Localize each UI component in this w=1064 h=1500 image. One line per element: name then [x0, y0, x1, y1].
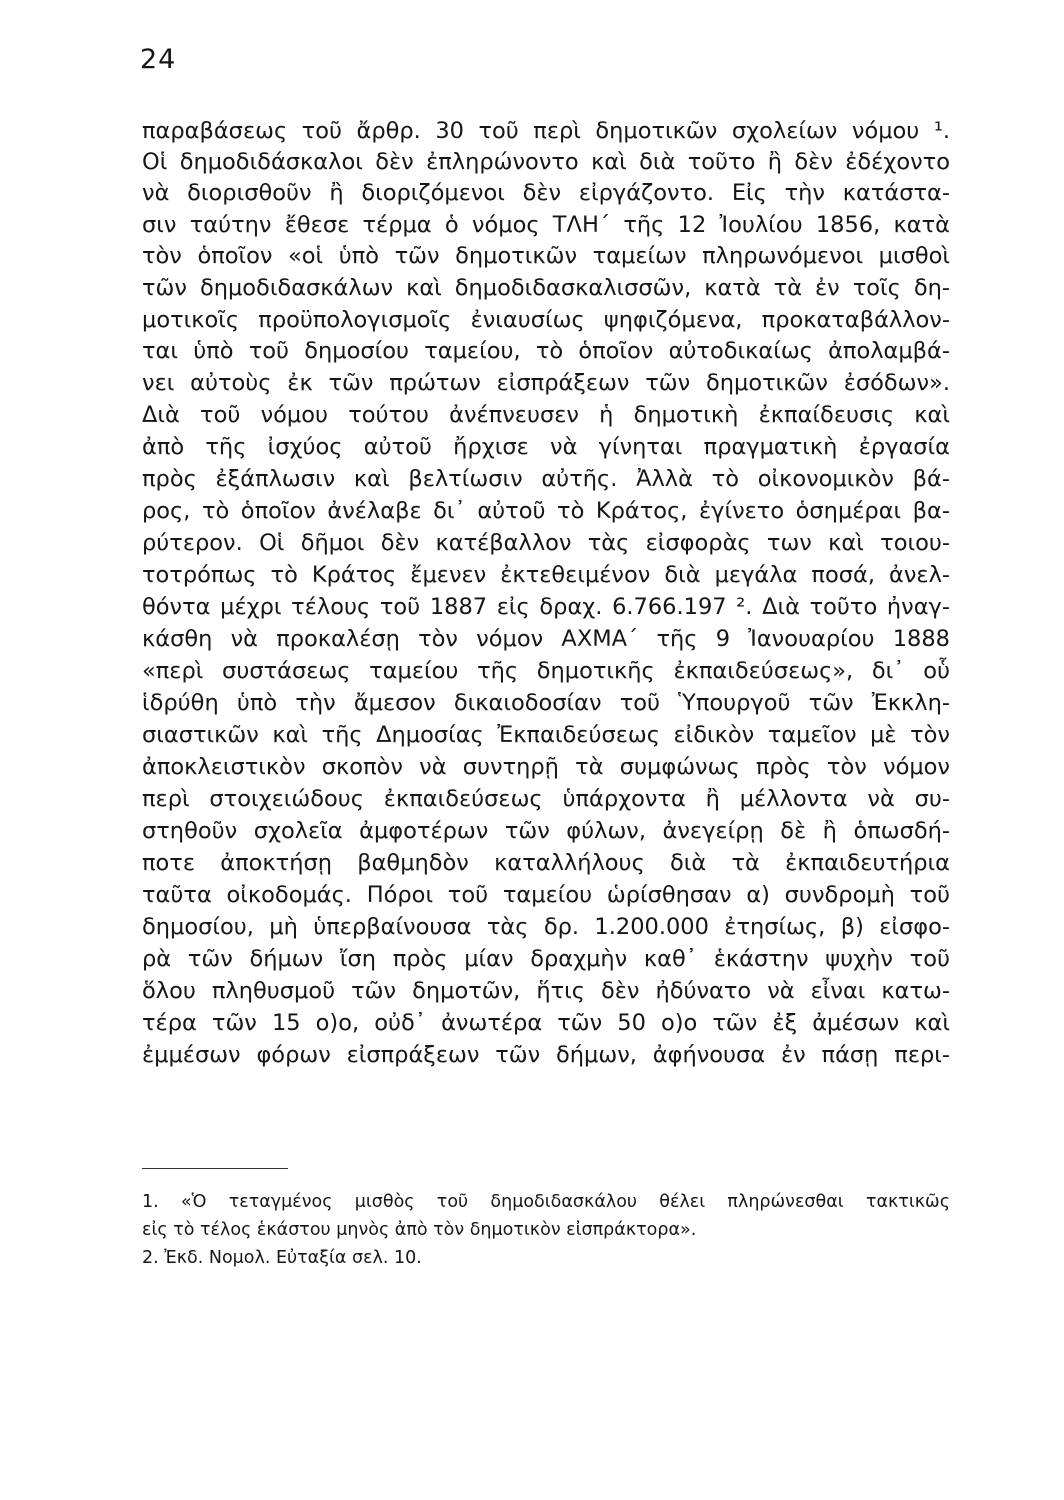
text-line: μοτικοῖς προϋπολογισμοῖς ἐνιαυσίως ψηφιζόμενα, προκαταβάλλον-: [142, 307, 950, 333]
text-line: σιν ταύτην ἔθεσε τέρμα ὁ νόμος ΤΛΗ΄ τῆς 12 Ἰουλίου 1856, κατὰ: [142, 212, 950, 238]
page-number: 24: [140, 44, 177, 75]
text-line: νει αὐτοὺς ἐκ τῶν πρώτων εἰσπράξεων τῶν δημοτικῶν ἐσόδων».: [142, 370, 950, 396]
text-line: ἐμμέσων φόρων εἰσπράξεων τῶν δήμων, ἀφήνουσα ἐν πάσῃ περι-: [142, 1042, 950, 1068]
text-line: στηθοῦν σχολεῖα ἀμφοτέρων τῶν φύλων, ἀνεγείρῃ δὲ ἢ ὁπωσδή-: [142, 818, 950, 844]
text-line: «περὶ συστάσεως ταμείου τῆς δημοτικῆς ἐκπαιδεύσεως», δι᾽ οὗ: [142, 658, 950, 684]
text-line: πρὸς ἐξάπλωσιν καὶ βελτίωσιν αὐτῆς. Ἀλλὰ τὸ οἰκονομικὸν βά-: [142, 466, 950, 492]
footnote-1-line-1: 1. «Ὁ τεταγμένος μισθὸς τοῦ δημοδιδασκάλου θέλει πληρώνεσθαι τακτικῶς: [142, 1192, 950, 1212]
text-line: Διὰ τοῦ νόμου τούτου ἀνέπνευσεν ἡ δημοτικὴ ἐκπαίδευσις καὶ: [142, 402, 950, 428]
text-line: ἀποκλειστικὸν σκοπὸν νὰ συντηρῇ τὰ συμφώνως πρὸς τὸν νόμον: [142, 754, 950, 780]
text-line: Οἱ δημοδιδάσκαλοι δὲν ἐπληρώνοντο καὶ διὰ τοῦτο ἢ δὲν ἐδέχοντο: [142, 149, 950, 175]
text-line: ρὰ τῶν δήμων ἴση πρὸς μίαν δραχμὴν καθ᾽ ἑκάστην ψυχὴν τοῦ: [142, 946, 950, 972]
text-line: ταῦτα οἰκοδομάς. Πόροι τοῦ ταμείου ὡρίσθησαν α) συνδρομὴ τοῦ: [142, 882, 950, 908]
text-line: νὰ διορισθοῦν ἢ διοριζόμενοι δὲν εἰργάζοντο. Εἰς τὴν κατάστα-: [142, 180, 950, 206]
text-line: περὶ στοιχειώδους ἐκπαιδεύσεως ὑπάρχοντα ἢ μέλλοντα νὰ συ-: [142, 786, 950, 812]
text-line: ται ὑπὸ τοῦ δημοσίου ταμείου, τὸ ὁποῖον αὐτοδικαίως ἀπολαμβά-: [142, 338, 950, 364]
text-line: κάσθη νὰ προκαλέσῃ τὸν νόμον ΑΧΜΑ΄ τῆς 9 Ἰανουαρίου 1888: [142, 626, 950, 652]
text-line: ρύτερον. Οἱ δῆμοι δὲν κατέβαλλον τὰς εἰσφορὰς των καὶ τοιου-: [142, 530, 950, 556]
text-line: τῶν δημοδιδασκάλων καὶ δημοδιδασκαλισσῶν, κατὰ τὰ ἐν τοῖς δη-: [142, 275, 950, 301]
footnote-2: 2. Ἐκδ. Νομολ. Εὐταξία σελ. 10.: [142, 1248, 422, 1268]
text-line: τοτρόπως τὸ Κράτος ἔμενεν ἐκτεθειμένον διὰ μεγάλα ποσά, ἀνελ-: [142, 562, 950, 588]
text-line: ὅλου πληθυσμοῦ τῶν δημοτῶν, ἥτις δὲν ἠδύνατο νὰ εἶναι κατω-: [142, 978, 950, 1004]
text-line: δημοσίου, μὴ ὑπερβαίνουσα τὰς δρ. 1.200.000 ἐτησίως, β) εἰσφο-: [142, 914, 950, 940]
footnote-1-line-2: εἰς τὸ τέλος ἑκάστου μηνὸς ἀπὸ τὸν δημοτικὸν εἰσπράκτορα».: [142, 1220, 697, 1240]
text-line: ἀπὸ τῆς ἰσχύος αὐτοῦ ἤρχισε νὰ γίνηται πραγματικὴ ἐργασία: [142, 434, 950, 460]
text-line: τέρα τῶν 15 ο)ο, οὐδ᾽ ἀνωτέρα τῶν 50 ο)ο τῶν ἐξ ἀμέσων καὶ: [142, 1010, 950, 1036]
text-line: ἱδρύθη ὑπὸ τὴν ἄμεσον δικαιοδοσίαν τοῦ Ὑπουργοῦ τῶν Ἐκκλη-: [142, 690, 950, 716]
text-line: τὸν ὁποῖον «οἱ ὑπὸ τῶν δημοτικῶν ταμείων πληρωνόμενοι μισθοὶ: [142, 243, 950, 269]
text-line: ρος, τὸ ὁποῖον ἀνέλαβε δι᾽ αὐτοῦ τὸ Κράτος, ἐγίνετο ὁσημέραι βα-: [142, 498, 950, 524]
text-line: ποτε ἀποκτήσῃ βαθμηδὸν καταλλήλους διὰ τὰ ἐκπαιδευτήρια: [142, 850, 950, 876]
text-line: σιαστικῶν καὶ τῆς Δημοσίας Ἐκπαιδεύσεως εἰδικὸν ταμεῖον μὲ τὸν: [142, 722, 950, 748]
text-line: θόντα μέχρι τέλους τοῦ 1887 εἰς δραχ. 6.766.197 ². Διὰ τοῦτο ἠναγ-: [142, 594, 950, 620]
text-line: παραβάσεως τοῦ ἄρθρ. 30 τοῦ περὶ δημοτικῶν σχολείων νόμου ¹.: [142, 118, 950, 144]
footnote-divider: [142, 1168, 288, 1169]
